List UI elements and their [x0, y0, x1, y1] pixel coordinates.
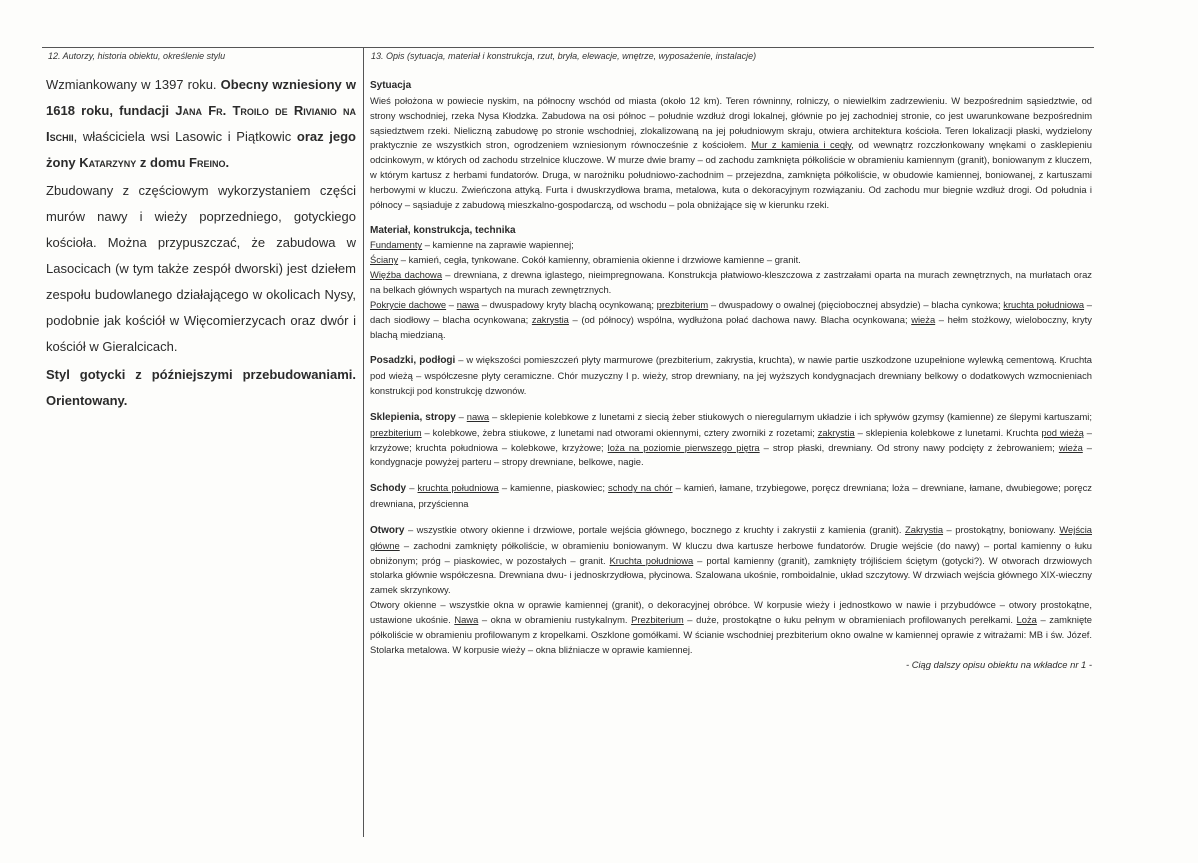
continuation-note: - Ciąg dalszy opisu obiektu na wkładce nr 1 -	[905, 658, 1092, 670]
term-prezbiterium: prezbiterium	[656, 298, 709, 310]
sytuacja-text	[370, 94, 1092, 213]
history-column	[46, 72, 356, 416]
material-sciany	[370, 253, 1092, 268]
term-prezbiterium: prezbiterium	[370, 426, 422, 438]
sytuacja-text-part: Wieś położona w powiecie nyskim, na północny wschód od miasta (około 12 km). Teren równinny, rolniczy, o niewielkim zadrzewieniu. W bezpośrednim sąsiedztwie, od strony wschodniej, rzeka Nysa Kłodzka. Zabudowa na osi północ – południe wzdłuż drogi lokalnej, głównie po jej zachodniej stronie, co jest uwarunkowane bezpośrednim sąsiedztwem rzeki. Nieliczną zabudowę po stronie wschodniej, zlokalizowaną na jej południowym skraju, otwiera architektura kościoła. Teren lokalizacji płaski, wydzielony praktycznie ze wszystkich stron, ogrodzeniem wzniesionym równocześnie z kościołem.	[370, 94, 1092, 151]
term-nawa: nawa	[456, 298, 480, 310]
material-text: – kamień, cegła, tynkowane. Cokół kamienny, obramienia okienne i drzwiowe kamienne – granit.	[398, 254, 801, 266]
term-wejscia: Wejścia główne	[370, 523, 1092, 551]
term-zakrystia: zakrystia	[817, 426, 855, 438]
sklepienia-text: – strop płaski, drewniany. Od strony nawy podcięty z żebrowaniem;	[759, 441, 1059, 453]
history-text: , właściciela wsi Lasowic i Piątkowic	[73, 129, 297, 144]
material-text: – (od północy) wspólna, wydłużona połać dachowa nawy. Blacha ocynkowana;	[568, 313, 912, 325]
section-title-posadzki: Posadzki, podłogi	[370, 355, 456, 367]
column-divider	[363, 47, 364, 837]
schody-text: – kamień, łamane, trzybiegowe, poręcz drewniana; loża – drewniane, łamane, dwubiegowe; poręcz drewniana, przyścienna	[370, 482, 1092, 510]
spacer	[370, 470, 1092, 481]
sklepienia-text: –	[455, 410, 467, 422]
style-statement: Styl gotycki z późniejszymi przebudowaniami. Orientowany.	[46, 367, 356, 408]
sytuacja-text-part: , od wewnątrz rozczłonkowany wnękami o zasklepieniu odcinkowym, w których od zachodu strzelnice kluczowe. W murze dwie bramy – od zachodu zamknięta półkoliście w obramieniu kamiennym (granit), boniowanym z kluczem, w którym kartusz z herbami fundatorów. Druga, w narożniku południowo-zachodnim – przejezdna, zamknięta półkoliście, w obudowie kamiennej, boniowanej, z kartuszami herbowymi w kluczu. Zwieńczona attyką. Furta i dwuskrzydłowa brama, metalowa, kuta o dekoracyjnym rozwiązaniu. Od zachodu mur biegnie wzdłuż drogi. Od południa i północy – sąsiaduje z zabudową mieszkalno-gospodarczą, od wschodu – pola obniżające się w kierunku rzeki.	[370, 139, 1092, 210]
otwory-text: – duże, prostokątne o łuku pełnym w obramieniach profilowanych perełkami.	[683, 614, 1017, 625]
term-wieza: wieża	[1058, 441, 1083, 453]
sklepienia-text: – sklepienia kolebkowe z lunetami. Kruchta	[854, 426, 1042, 438]
term-kruchta: kruchta południowa	[1003, 298, 1085, 310]
history-text-bold: Obecny wzniesiony w 1618 roku, fundacji	[46, 77, 356, 118]
section-title-sklepienia: Sklepienia, stropy	[370, 411, 456, 423]
term-nawa: nawa	[466, 410, 490, 422]
material-text: – dwuspadowy o owalnej (pięciobocznej absydzie) – blacha cynkowa;	[708, 298, 1004, 310]
history-text-bold: .	[225, 155, 230, 170]
history-paragraph-2: Zbudowany z częściowym wykorzystaniem części murów nawy i wieży poprzedniego, gotyckiego kościoła. Można przypuszczać, że zabudowa w Lasocicach (w tym także zespół dworski) jest dziełem zespołu budowlanego działającego w okolicach Nysy, podobnie jak kościół w Więcomierzycach oraz dwór i kościół w Gieralcicach.	[46, 183, 356, 354]
maiden-name: Freino	[189, 155, 226, 170]
left-column-header: 12. Autorzy, historia obiektu, określenie stylu	[48, 51, 226, 61]
material-text: – dach siodłowy – blacha ocynkowana;	[370, 298, 1092, 325]
sklepienia-text: – kondygnacje powyżej parteru – stropy drewniane, belkowe, nagie.	[370, 441, 1092, 468]
material-fundamenty	[370, 238, 1092, 253]
section-title-schody: Schody	[370, 483, 407, 495]
otwory-text: – wszystkie otwory okienne i drzwiowe, portale wejścia głównego, bocznego z kruchty i zakrystii z kamienia (granit).	[404, 523, 906, 535]
history-text: Wzmiankowany w 1397 roku.	[46, 77, 221, 92]
posadzki-paragraph	[370, 353, 1092, 399]
posadzki-text: – w większości pomieszczeń płyty marmurowe (prezbiterium, zakrystia, kruchta), w nawie partie uszkodzone uzupełnione wylewką cementową. Kruchta pod wieżą – współczesne płyty ceramiczne. Chór muzyczny I p. wieży, strop drewniany, na jej wyższych kondygnacjach drewniany belkowy o dodatkowych wzmocnieniach konstrukcji pod konstrukcję dzwonów.	[370, 354, 1092, 397]
term-wiezba: Więźba dachowa	[370, 269, 443, 281]
otwory-text: – prostokątny, boniowany.	[943, 523, 1060, 535]
sklepienia-text: – sklepienie kolebkowe z lunetami z siecią żeber stiukowych o nieregularnym układzie i ich spływów gzymsy (kamienne) ze ślepymi kartuszami;	[489, 410, 1092, 422]
term-loza: Loża	[1016, 614, 1037, 625]
term-fundamenty: Fundamenty	[370, 239, 423, 251]
otwory-text: – zachodni zamknięty półkoliście, w obramieniu boniowanym. W kluczu dwa kartusze herbowe fundatorów. Drugie wejście (do nawy) – portal kamienny o łuku obniżonym; próg – piaskowiec, w pozostałych – granit.	[370, 539, 1092, 566]
spacer	[370, 399, 1092, 410]
description-column	[370, 79, 1092, 672]
schody-text: –	[406, 482, 418, 494]
term-nawa: Nawa	[454, 614, 479, 625]
term-prezbiterium: Prezbiterium	[631, 614, 684, 625]
material-text: – hełm stożkowy, wieloboczny, kryty blachą miedzianą.	[370, 313, 1092, 340]
history-text-bold: z domu	[136, 155, 190, 170]
spacer	[370, 342, 1092, 353]
term-loza: loża na poziomie pierwszego piętra	[607, 441, 760, 453]
term-pod-wieza: pod wieżą	[1041, 426, 1084, 438]
term-kruchta: kruchta południowa	[417, 482, 499, 494]
material-text: – dwuspadowy kryty blachą ocynkowaną;	[479, 298, 657, 310]
term-zakrystia: Zakrystia	[905, 523, 944, 535]
otwory-okienne-paragraph	[370, 598, 1092, 657]
material-text: –	[446, 298, 457, 310]
wife-name: Katarzyny	[79, 155, 137, 170]
section-title-material: Materiał, konstrukcja, technika	[370, 224, 516, 236]
term-sciany: Ściany	[370, 254, 399, 266]
term-zakrystia: zakrystia	[531, 313, 569, 325]
term-wieza: wieża	[911, 313, 936, 325]
section-title-sytuacja: Sytuacja	[370, 80, 412, 91]
spacer	[370, 512, 1092, 523]
schody-text: – kamienne, piaskowiec;	[498, 482, 608, 494]
otwory-text: – portal kamienny (granit), zamknięty trójliściem ściętym (gotycki?). W otworach drzwiowych stolarka głównie współczesna. Drewniana dwu- i jednoskrzydłowa, płycinowa. Szalowana ukośnie, romboidalnie, układ szczytowy. W drzwiach wejścia głównego XIX-wieczny zamek skrzynkowy.	[370, 554, 1092, 596]
section-title-otwory: Otwory	[370, 524, 405, 536]
history-paragraph-1	[46, 72, 356, 176]
sklepienia-text: – kolebkowe, żebra stiukowe, z lunetami nad otworami okiennymi, cztery zworniki z rozetami;	[421, 426, 818, 438]
otwory-text: – okna w obramieniu rustykalnym.	[478, 614, 632, 625]
history-text-bold: oraz jego żony	[46, 129, 356, 170]
term-pokrycie: Pokrycie dachowe	[370, 298, 447, 310]
right-column-header: 13. Opis (sytuacja, materiał i konstrukcja, rzut, bryła, elewacje, wnętrze, wyposażenie, instalacje)	[371, 51, 757, 61]
top-rule	[42, 47, 1094, 48]
term-schody-na-chor: schody na chór	[608, 482, 673, 494]
schody-paragraph	[370, 481, 1092, 512]
spacer	[370, 213, 1092, 224]
material-pokrycie	[370, 298, 1092, 343]
otwory-text: Otwory okienne – wszystkie okna w oprawie kamiennej (granit), o dekoracyjnej obróbce. W korpusie wieży i jednostkowo w nawie i przybudówce – otwory prostokątne, ustawione ukośnie.	[370, 599, 1092, 625]
material-wiezba	[370, 268, 1092, 298]
material-text: – drewniana, z drewna iglastego, nieimpregnowana. Konstrukcja płatwiowo-kleszczowa z zastrzałami oparta na murach zewnętrznych, na murłatach oraz na belkach głównych wspartych na murach zewnętrznych.	[370, 269, 1092, 295]
term-kruchta: Kruchta południowa	[609, 554, 694, 566]
sklepienia-paragraph	[370, 410, 1092, 470]
otwory-paragraph	[370, 523, 1092, 598]
sklepienia-text: – krzyżowe; kruchta południowa – kolebkowe, krzyżowe;	[370, 426, 1093, 453]
term-mur: Mur z kamienia i cegły	[751, 139, 852, 151]
material-text: – kamienne na zaprawie wapiennej;	[422, 239, 574, 251]
otwory-text: – zamknięte półkoliście w obramieniu profilowanym z kropelkami. Oszklone gomółkami. W ścianie wschodniej prezbiterium okno owalne w kamiennej oprawie z witrażami: MB i św. Józef. Stolarka metalowa. W korpusie wieży – okna bliźniacze w oprawie kamiennej.	[370, 614, 1092, 655]
founder-name: Jana Fr. Troilo de Rivianio na Ischii	[46, 103, 356, 144]
